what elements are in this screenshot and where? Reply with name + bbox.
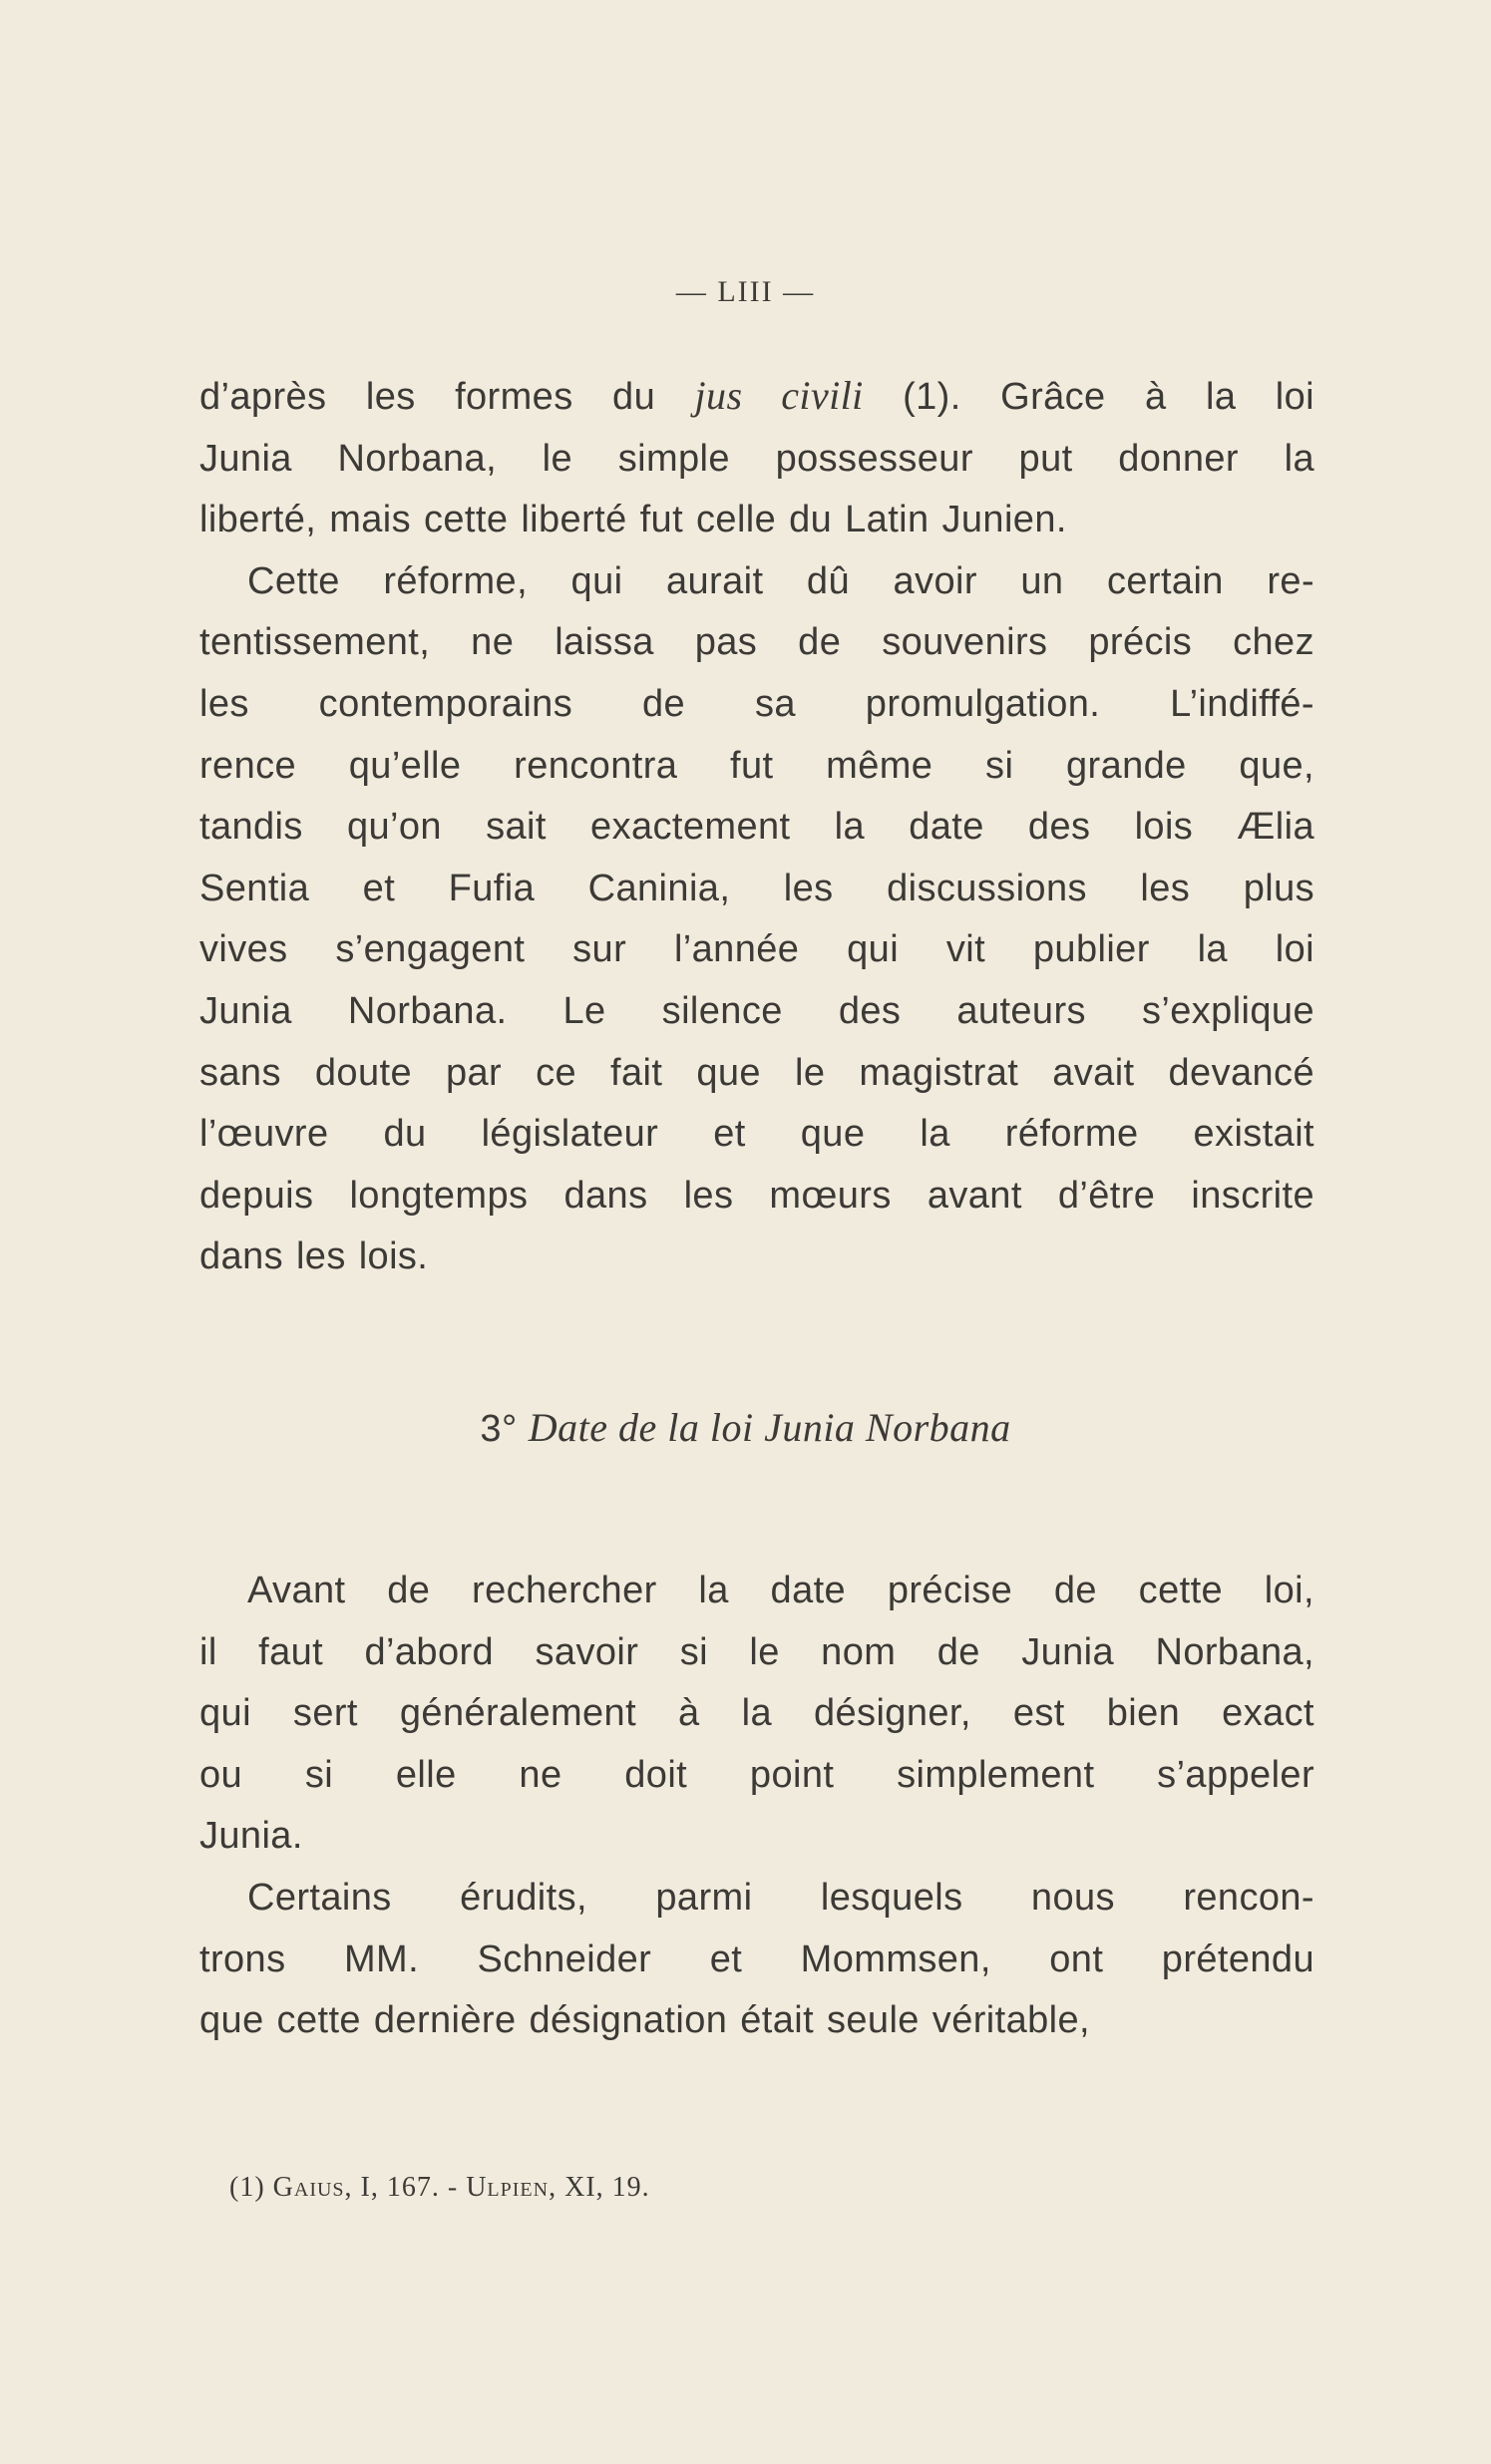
- text-segment: qui sert généralement à la désigner, est bien exact: [199, 1692, 1314, 1735]
- text-line: [199, 551, 1314, 613]
- footnote-ref-1: , I, 167. -: [344, 2172, 467, 2203]
- footnote-number: (1): [229, 2172, 265, 2203]
- text-segment: dans les lois.: [199, 1235, 429, 1278]
- text-line: [199, 490, 1314, 551]
- text-segment: sans doute par ce fait que le magistrat avait devancé: [199, 1051, 1314, 1094]
- text-block-bottom: [199, 1561, 1314, 2052]
- text-line: [199, 612, 1314, 674]
- text-segment: vives s’engagent sur l’année qui vit publier la loi: [199, 928, 1314, 971]
- text-segment: liberté, mais cette liberté fut celle du Latin Junien.: [199, 499, 1067, 541]
- page-number: — LIII —: [675, 275, 816, 308]
- italic-text: jus civili: [694, 373, 864, 418]
- text-segment: tandis qu’on sait exactement la date des lois Ælia: [199, 806, 1314, 849]
- text-line: [199, 736, 1314, 798]
- text-segment: rence qu’elle rencontra fut même si grande que,: [199, 744, 1314, 787]
- text-segment: que cette dernière désignation était seule véritable,: [199, 1999, 1090, 2042]
- text-segment: Avant de rechercher la date précise de cette loi,: [247, 1570, 1314, 1611]
- text-line: [199, 981, 1314, 1043]
- text-segment: Certains érudits, parmi lesquels nous rencon-: [247, 1876, 1314, 1919]
- text-line: [199, 1166, 1314, 1228]
- text-segment: Junia.: [199, 1815, 303, 1858]
- text-segment: Junia Norbana, le simple possesseur put donner la: [199, 437, 1314, 480]
- text-line: [199, 1104, 1314, 1166]
- text-line: [199, 1683, 1314, 1745]
- text-line: [199, 674, 1314, 736]
- text-segment: d’après les formes du: [199, 376, 695, 418]
- text-line: [199, 919, 1314, 981]
- footnote-ref-2: , XI, 19.: [549, 2172, 650, 2203]
- text-line: [199, 859, 1314, 920]
- section-title: Date de la loi Junia Norbana: [528, 1405, 1011, 1450]
- footnote: [229, 2172, 650, 2204]
- text-segment: il faut d’abord savoir si le nom de Junia Norbana,: [199, 1630, 1314, 1673]
- text-line: [199, 1561, 1314, 1622]
- text-segment: l’œuvre du législateur et que la réforme existait: [199, 1113, 1314, 1156]
- text-segment: (1). Grâce à la loi: [863, 376, 1315, 418]
- paragraph-4: [199, 1868, 1314, 2052]
- footnote-author-2: Ulpien: [466, 2172, 550, 2203]
- text-line: [199, 1868, 1314, 1930]
- text-line: [199, 1745, 1314, 1807]
- text-line: [199, 1227, 1314, 1288]
- text-block-top: [199, 365, 1314, 1288]
- text-segment: Junia Norbana. Le silence des auteurs s’explique: [199, 989, 1314, 1032]
- text-segment: les contemporains de sa promulgation. L’indiffé-: [199, 682, 1314, 725]
- text-segment: Sentia et Fufia Caninia, les discussions les plus: [199, 867, 1314, 909]
- text-line: [199, 1806, 1314, 1868]
- paragraph-3: [199, 1561, 1314, 1868]
- text-line: [199, 797, 1314, 859]
- text-segment: ou si elle ne doit point simplement s’appeler: [199, 1753, 1314, 1796]
- text-line: [199, 429, 1314, 491]
- paragraph-2: [199, 551, 1314, 1288]
- text-line: [199, 1990, 1314, 2052]
- text-segment: depuis longtemps dans les mœurs avant d’être inscrite: [199, 1174, 1314, 1217]
- paragraph-1: [199, 365, 1314, 551]
- section-heading: [0, 1404, 1491, 1451]
- section-number: 3°: [480, 1408, 518, 1450]
- text-line: [199, 365, 1314, 429]
- text-line: [199, 1043, 1314, 1105]
- text-line: [199, 1622, 1314, 1684]
- text-line: [199, 1930, 1314, 1991]
- text-segment: trons MM. Schneider et Mommsen, ont prétendu: [199, 1937, 1314, 1980]
- footnote-author-1: Gaius: [272, 2172, 345, 2203]
- text-segment: tentissement, ne laissa pas de souvenirs précis chez: [199, 621, 1314, 664]
- text-segment: Cette réforme, qui aurait dû avoir un certain re-: [247, 559, 1314, 602]
